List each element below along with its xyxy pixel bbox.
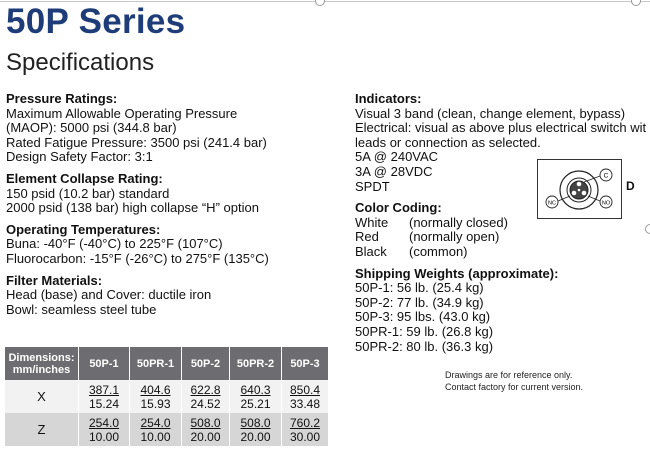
- temperature-line: Fluorocarbon: -15°F (-26°C) to 275°F (135°C): [6, 250, 269, 266]
- indicators-heading: Indicators:: [355, 91, 422, 106]
- table-cell: [79, 380, 130, 413]
- pressure-heading: Pressure Ratings:: [6, 91, 118, 106]
- weights-line: 50PR-2: 80 lb. (36.3 kg): [355, 338, 494, 354]
- table-cell: [282, 380, 329, 413]
- materials-line: Bowl: seamless steel tube: [6, 301, 157, 317]
- temperature-heading: Operating Temperatures:: [6, 221, 161, 237]
- table-cell: [282, 413, 329, 446]
- indicators-line: leads or connection as selected.: [355, 134, 541, 150]
- color-meaning: (normally open): [409, 229, 500, 245]
- collapse-heading: Element Collapse Rating:: [6, 170, 163, 186]
- dimensions-table: [5, 347, 328, 446]
- materials-section: [6, 274, 336, 318]
- model-header: 50P-1: [79, 347, 130, 380]
- pressure-section: [6, 92, 336, 165]
- mm-value: 404.6: [140, 382, 171, 397]
- inch-value: 10.00: [140, 429, 171, 444]
- color-meaning: (common): [409, 243, 468, 259]
- color-name: White: [355, 214, 389, 230]
- left-column: [6, 92, 336, 324]
- inch-value: 10.00: [88, 429, 120, 444]
- table-row: [5, 380, 328, 413]
- color-coding-row: [355, 230, 650, 245]
- row-label: X: [5, 380, 79, 413]
- inch-value: 20.00: [190, 429, 221, 444]
- inch-value: 30.00: [289, 429, 321, 444]
- weights-line: 50P-1: 56 lb. (25.4 kg): [355, 280, 484, 296]
- mm-value: 254.0: [88, 415, 120, 430]
- pressure-line: Maximum Allowable Operating Pressure: [6, 105, 238, 121]
- corner-marker: [631, 0, 641, 6]
- inch-value: 15.93: [140, 396, 171, 411]
- header-line: mm/inches: [12, 363, 71, 376]
- weights-heading: Shipping Weights (approximate):: [355, 265, 559, 281]
- weights-line: 50P-3: 95 lbs. (43.0 kg): [355, 309, 491, 325]
- color-coding-heading: Color Coding:: [355, 200, 442, 216]
- pressure-line: Rated Fatigue Pressure: 3500 psi (241.4 bar): [6, 134, 267, 150]
- mm-value: 508.0: [240, 415, 271, 430]
- weights-line: 50PR-1: 59 lb. (26.8 kg): [355, 323, 494, 339]
- page-title: 50P Series: [6, 2, 186, 41]
- table-cell: [230, 413, 282, 446]
- model-header: 50PR-2: [230, 347, 282, 380]
- note-line: Contact factory for current version.: [445, 382, 584, 392]
- materials-line: Head (base) and Cover: ductile iron: [6, 287, 212, 303]
- pin-label: C: [603, 172, 609, 180]
- indicators-line: Electrical: visual as above plus electrical switch wit: [355, 120, 647, 136]
- inch-value: 24.52: [190, 396, 221, 411]
- model-header: 50P-2: [182, 347, 230, 380]
- pressure-line: Design Safety Factor: 3:1: [6, 149, 153, 165]
- mm-value: 850.4: [289, 382, 321, 397]
- table-cell: [182, 380, 230, 413]
- mm-value: 508.0: [190, 415, 221, 430]
- table-cell: [130, 413, 182, 446]
- temperature-line: Buna: -40°F (-40°C) to 225°F (107°C): [6, 236, 223, 252]
- pin-label: NC: [548, 200, 556, 207]
- color-name: Black: [355, 243, 387, 259]
- indicators-line: 3A @ 28VDC: [355, 163, 433, 179]
- reference-note: [445, 369, 583, 393]
- model-header: 50PR-1: [130, 347, 182, 380]
- table-cell: [79, 413, 130, 446]
- inch-value: 15.24: [88, 396, 120, 411]
- table-cell: [230, 380, 282, 413]
- indicators-line: SPDT: [355, 178, 390, 194]
- mm-value: 387.1: [88, 382, 120, 397]
- mm-value: 622.8: [190, 382, 221, 397]
- pin-label: NO: [601, 200, 611, 207]
- connector-diagram: [537, 159, 622, 219]
- collapse-section: [6, 172, 336, 216]
- table-cell: [182, 413, 230, 446]
- table-row: [5, 413, 328, 446]
- header-line: Dimensions:: [8, 351, 75, 364]
- inch-value: 33.48: [289, 396, 321, 411]
- materials-heading: Filter Materials:: [6, 272, 103, 288]
- weights-line: 50P-2: 77 lb. (34.9 kg): [355, 294, 484, 310]
- collapse-line: 150 psid (10.2 bar) standard: [6, 185, 170, 201]
- mm-value: 760.2: [289, 415, 321, 430]
- inch-value: 25.21: [240, 396, 271, 411]
- note-line: Drawings are for reference only.: [445, 370, 573, 380]
- color-coding-row: [355, 245, 650, 260]
- mm-value: 254.0: [140, 415, 171, 430]
- mm-value: 640.3: [240, 382, 271, 397]
- table-cell: [130, 380, 182, 413]
- weights-section: [355, 267, 650, 355]
- page-subtitle: Specifications: [6, 49, 155, 76]
- right-column: [355, 92, 650, 361]
- table-header-row: [5, 347, 328, 380]
- corner-marker: [315, 0, 325, 6]
- inch-value: 20.00: [240, 429, 271, 444]
- model-header: 50P-3: [282, 347, 329, 380]
- row-label: Z: [5, 413, 79, 446]
- color-name: Red: [355, 229, 379, 245]
- indicators-line: 5A @ 240VAC: [355, 149, 439, 165]
- indicators-line: Visual 3 band (clean, change element, bypass): [355, 105, 626, 121]
- connector-icon: [538, 160, 621, 218]
- temperature-section: [6, 223, 336, 267]
- pressure-line: (MAOP): 5000 psi (344.8 bar): [6, 120, 177, 136]
- color-meaning: (normally closed): [409, 214, 508, 230]
- dimensions-header: [5, 347, 79, 380]
- collapse-line: 2000 psid (138 bar) high collapse “H” option: [6, 200, 259, 216]
- diagram-label: D: [626, 179, 635, 193]
